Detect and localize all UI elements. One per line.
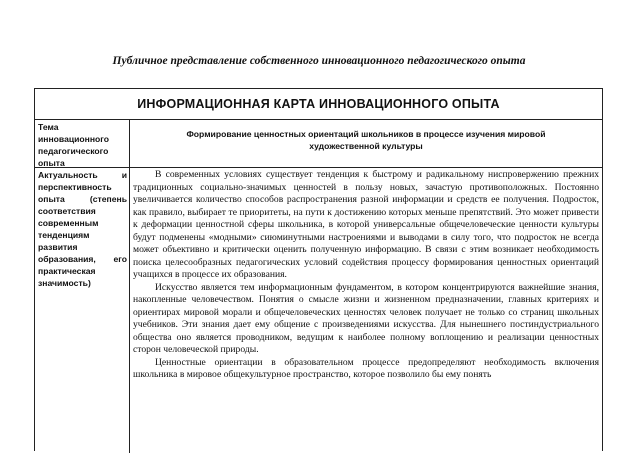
document-heading: Публичное представление собственного инновационного педагогического опыта <box>112 55 526 67</box>
relevance-paragraph-3: Ценностные ориентации в образовательном процессе предопределяют необходимость включения школьника в мировое общекультурное пространство, которое позволило бы ему понять <box>133 356 599 380</box>
topic-label: Тема инновационного педагогического опыта <box>35 120 130 167</box>
topic-row <box>35 120 602 168</box>
info-card-table <box>34 88 603 451</box>
relevance-row <box>35 168 602 453</box>
relevance-text <box>130 168 602 453</box>
relevance-paragraph-1: В современных условиях существует тенденция к быстрому и радикальному ниспровержению прежних традиционных социально-значимых ценностей в пользу новых, зачастую противоположных. Постоянно увеличивается количество способов распространения разной информации и средств ее получения. Подросток, как правило, выбирает те приоритеты, на пути к достижению которых меньше препятствий. Это может привести к деформации ценностной сферы школьника, в которой универсальные общечеловеческие ценности культуры будут подменены «модными» сиюминутными настроениями и выводами в силу того, что подросток не всегда может объективно и критически оценить полученную информацию. В связи с этим возникает необходимость поиска целесообразных педагогических условий содействия процессу формирования ценностных ориентаций учащихся в процессе их образования. <box>133 169 599 280</box>
card-title: ИНФОРМАЦИОННАЯ КАРТА ИННОВАЦИОННОГО ОПЫТА <box>35 89 602 120</box>
topic-value: Формирование ценностных ориентаций школьников в процессе изучения мировой художественной культуры <box>186 129 546 151</box>
relevance-label: Актуальность и перспективность опыта (степень соответствия современным тенденциям развития образования, его практическая значимость) <box>35 168 130 453</box>
relevance-paragraph-2: Искусство является тем информационным фундаментом, в котором концентрируются важнейшие знания, накопленные человечеством. Понятия о смысле жизни и жизненном предназначении, главных критериях и ориентирах мировой морали и общечеловеческих ценностях человек получает не только со страниц школьных учебников. Эти знания дает ему общение с произведениями искусства. Для нынешнего постиндустриального общества оно является проводником, ведущим к наиболее полному воплощению и реализации ценностных сторон человеческой природы. <box>133 281 599 355</box>
